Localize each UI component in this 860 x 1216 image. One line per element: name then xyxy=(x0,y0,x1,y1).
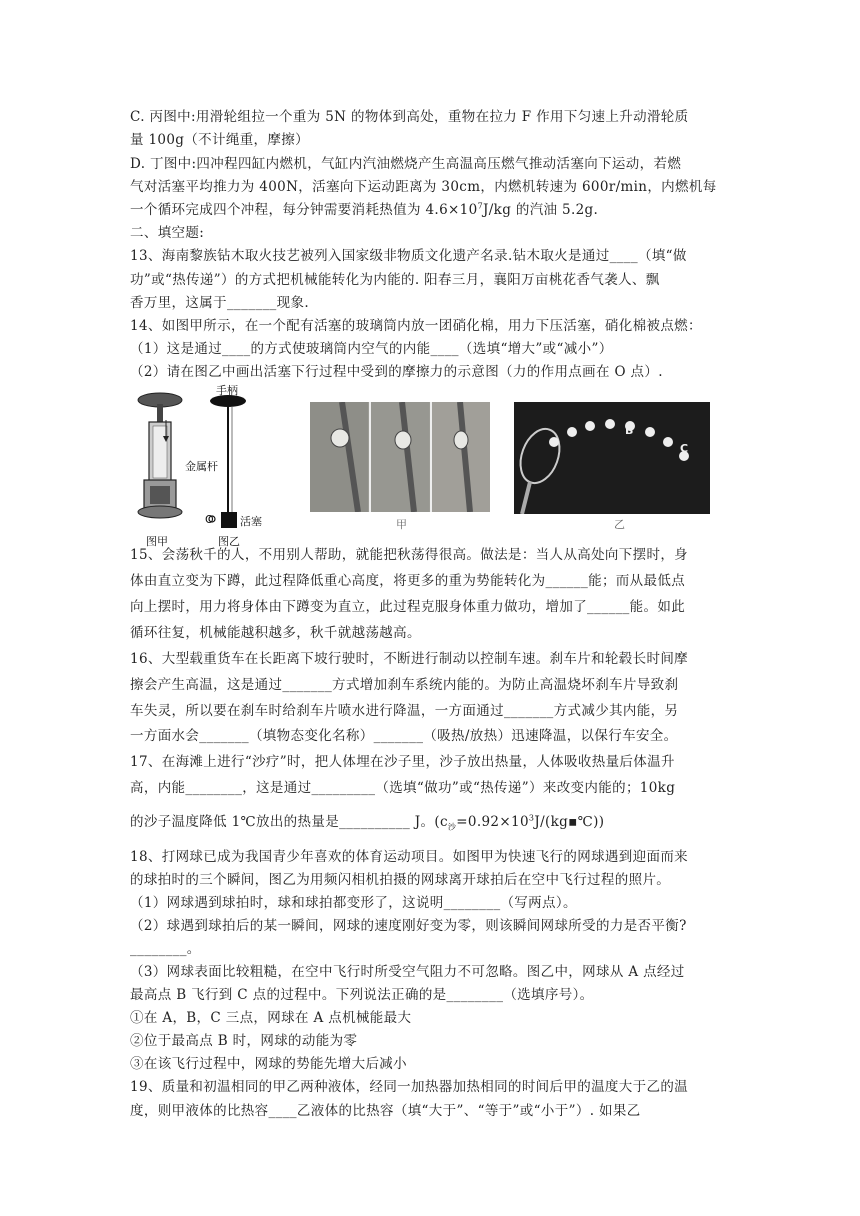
q16-line-4: 一方面水会_______（填物态变化名称）_______（吸热/放热）迅速降温，以保行车安全。 xyxy=(130,728,678,744)
q17-line-1: 17、在海滩上进行“沙疗”时，把人体埋在沙子里，沙子放出热量，人体吸收热量后体温升 xyxy=(130,754,675,770)
q16-line-3: 车失灵，所以要在刹车时给刹车片喷水进行降温，一方面通过_______方式减少其内能，另 xyxy=(130,703,679,719)
q18-line-1: 18、打网球已成为我国青少年喜欢的体育运动项目。如图甲为快速飞行的网球遇到迎面而来 xyxy=(130,849,689,865)
text-run: 一个循环完成四个冲程，每分钟需要消耗热值为 4.6×10 xyxy=(130,202,478,218)
q18-option-1: ①在 A，B，C 三点，网球在 A 点机械能最大 xyxy=(130,1010,412,1026)
piston-label: 活塞 xyxy=(240,515,262,528)
point-c-label: C xyxy=(680,442,689,455)
text-run: J/(kg▪℃)) xyxy=(534,814,605,830)
text-run: J/kg 的汽油 5.2g. xyxy=(483,202,599,218)
q13-line-1: 13、海南黎族钻木取火技艺被列入国家级非物质文化遗产名录.钻木取火是通过____（填“做 xyxy=(130,248,687,264)
q18-line-2: 的球拍时的三个瞬间，图乙为用频闪相机拍摄的网球离开球拍后在空中飞行过程的照片。 xyxy=(130,872,671,888)
q18-option-3: ③在该飞行过程中，网球的势能先增大后减小 xyxy=(130,1056,407,1072)
q18-line-7: 最高点 B 飞行到 C 点的过程中。下列说法正确的是________（选填序号）。 xyxy=(130,987,594,1003)
q15-line-3: 向上摆时，用力将身体由下蹲变为直立，此过程克服身体重力做功，增加了______能。如此 xyxy=(130,599,686,615)
q13-line-3: 香万里，这属于_______现象. xyxy=(130,295,309,311)
q13-line-2: 功”或“热传递”）的方式把机械能转化为内能的. 阳春三月，襄阳万亩桃花香气袭人、飘 xyxy=(130,272,660,288)
q15-line-4: 循环往复，机械能越积越多，秋千就越荡越高。 xyxy=(130,625,421,641)
q17-line-3 xyxy=(130,813,604,831)
q18-line-5: ________。 xyxy=(130,941,201,957)
option-d-line-1: D. 丁图中:四冲程四缸内燃机，气缸内汽油燃烧产生高温高压燃气推动活塞向下运动，若燃 xyxy=(130,156,682,172)
photo-caption-1: 甲 xyxy=(396,518,407,531)
q14-line-1: 14、如图甲所示，在一个配有活塞的玻璃筒内放一团硝化棉，用力下压活塞，硝化棉被点燃： xyxy=(130,318,702,334)
subscript: 沙 xyxy=(447,822,457,832)
q18-line-4: （2）球遇到球拍后的某一瞬间，网球的速度刚好变为零，则该瞬间网球所受的力是否平衡? xyxy=(130,918,687,934)
option-c-line-1: C. 丙图中:用滑轮组拉一个重为 5N 的物体到高处，重物在拉力 F 作用下匀速上升动滑轮质 xyxy=(130,109,689,125)
fire-piston-figure xyxy=(132,386,192,536)
q15-line-2: 体由直立变为下蹲，此过程降低重心高度，将更多的重为势能转化为______能；而从最低点 xyxy=(130,573,686,589)
point-b-label: B xyxy=(625,424,634,437)
rod-label: 金属杆 xyxy=(185,460,218,473)
handle-label: 手柄 xyxy=(216,384,238,397)
q14-line-2: （1）这是通过____的方式使玻璃筒内空气的内能____（选填“增大”或“减小”） xyxy=(130,341,613,357)
q19-line-2: 度，则甲液体的比热容____乙液体的比热容（填“大于”、“等于”或“小于”）. 如果乙 xyxy=(130,1103,641,1119)
superscript: 7 xyxy=(477,201,484,211)
racket-photo-strip xyxy=(310,402,490,512)
option-c-line-2: 量 100g（不计绳重，摩擦） xyxy=(130,132,309,148)
option-d-line-2: 气对活塞平均推力为 400N，活塞向下运动距离为 30cm，内燃机转速为 600r/min，内燃机每 xyxy=(130,179,717,195)
q19-line-1: 19、质量和初温相同的甲乙两种液体，经同一加热器加热相同的时间后甲的温度大于乙的温 xyxy=(130,1079,689,1095)
q18-line-3: （1）网球遇到球拍时，球和球拍都变形了，这说明________（写两点）。 xyxy=(130,895,577,911)
q16-line-2: 擦会产生高温，这是通过_______方式增加刹车系统内能的。为防止高温烧坏刹车片导致刹 xyxy=(130,677,679,693)
stroboscopic-photo xyxy=(514,402,710,514)
superscript: 3 xyxy=(528,813,535,823)
point-o-label: O xyxy=(205,513,214,526)
cylinder-caption: 图甲 xyxy=(146,535,168,548)
q14-line-3: （2）请在图乙中画出活塞下行过程中受到的摩擦力的示意图（力的作用点画在 O 点）. xyxy=(130,364,663,380)
q16-line-1: 16、大型载重货车在长距离下坡行驶时，不断进行制动以控制车速。刹车片和轮毂长时间摩 xyxy=(130,651,689,667)
q18-option-2: ②位于最高点 B 时，网球的动能为零 xyxy=(130,1033,358,1049)
q15-line-1: 15、会荡秋千的人，不用别人帮助，就能把秋荡得很高。做法是：当人从高处向下摆时，身 xyxy=(130,547,689,563)
rod-caption: 图乙 xyxy=(218,535,240,548)
photo-caption-2: 乙 xyxy=(614,518,625,531)
text-run: 的沙子温度降低 1℃放出的热量是__________ J。(c xyxy=(130,814,448,830)
option-d-line-3 xyxy=(130,201,598,219)
section-heading: 二、填空题: xyxy=(130,225,205,241)
q18-line-6: （3）网球表面比较粗糙，在空中飞行时所受空气阻力不可忽略。图乙中，网球从 A 点经过 xyxy=(130,964,685,980)
q17-line-2: 高，内能________，这是通过_________（选填“做功”或“热传递”）来改变内能的；10kg xyxy=(130,780,676,796)
text-run: =0.92×10 xyxy=(456,814,529,830)
